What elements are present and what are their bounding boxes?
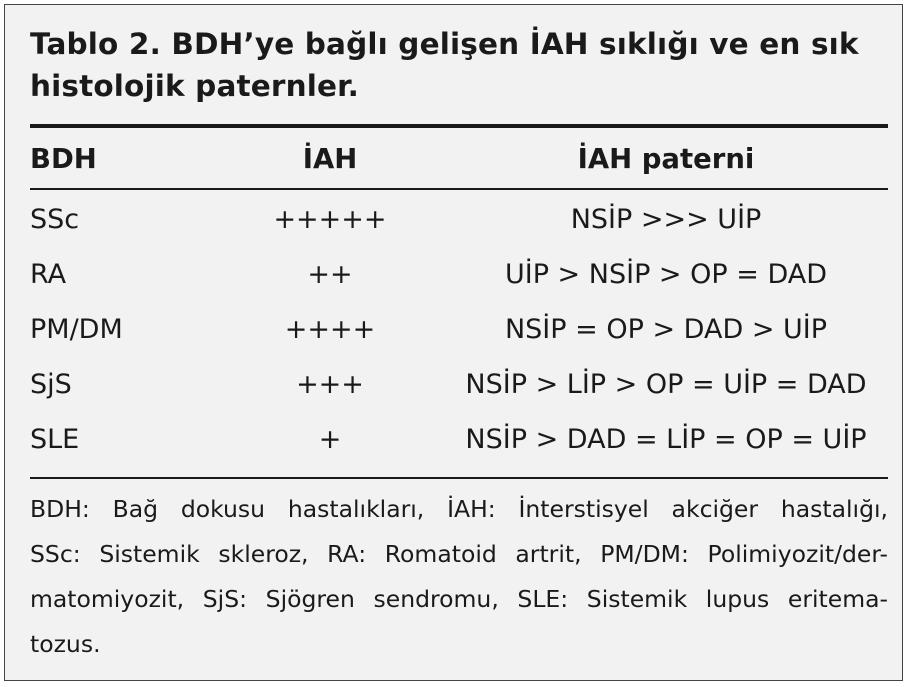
footnote-line: tozus. xyxy=(30,630,101,658)
footnote-line: SSc: Sistemik skleroz, RA: Romatoid artrit, PM/DM: Polimiyozit/der- xyxy=(30,540,888,568)
cell-bdh: RA xyxy=(30,259,67,290)
footnote-line: BDH: Bağ dokusu hastalıkları, İAH: İnterstisyel akciğer hastalığı, xyxy=(30,495,888,523)
cell-iah-paterni: UİP > NSİP > OP = DAD xyxy=(504,259,828,290)
cell-bdh: PM/DM xyxy=(30,314,123,345)
bottom-rule xyxy=(30,477,888,479)
table-row xyxy=(30,307,888,353)
table-footnote xyxy=(30,487,888,667)
cell-iah-paterni: NSİP > LİP > OP = UİP = DAD xyxy=(465,369,867,400)
table-title: Tablo 2. BDH’ye bağlı gelişen İAH sıklığı ve en sık histolojik paternler. xyxy=(30,27,859,103)
top-rule xyxy=(30,124,888,128)
table-row xyxy=(30,417,888,463)
table-row xyxy=(30,252,888,298)
column-header-bdh: BDH xyxy=(30,143,97,175)
table-row xyxy=(30,362,888,408)
table-panel xyxy=(4,4,903,681)
cell-iah: +++ xyxy=(296,369,364,400)
cell-iah-paterni: NSİP = OP > DAD > UİP xyxy=(504,314,828,345)
table-row xyxy=(30,197,888,243)
cell-iah: ++ xyxy=(307,259,353,290)
cell-iah: ++++ xyxy=(284,314,376,345)
footnote-line: matomiyozit, SjS: Sjögren sendromu, SLE: Sistemik lupus eritema- xyxy=(30,585,888,613)
cell-bdh: SSc xyxy=(30,204,80,235)
cell-iah: + xyxy=(318,424,342,455)
cell-iah-paterni: NSİP > DAD = LİP = OP = UİP xyxy=(465,424,867,455)
cell-iah: +++++ xyxy=(273,204,387,235)
header-rule xyxy=(30,188,888,190)
cell-bdh: SLE xyxy=(30,424,80,455)
column-header-iah-paterni: İAH paterni xyxy=(577,143,755,175)
column-header-iah: İAH xyxy=(302,143,358,175)
cell-iah-paterni: NSİP >>> UİP xyxy=(570,204,762,235)
cell-bdh: SjS xyxy=(30,369,72,400)
table-header-row xyxy=(30,136,888,182)
